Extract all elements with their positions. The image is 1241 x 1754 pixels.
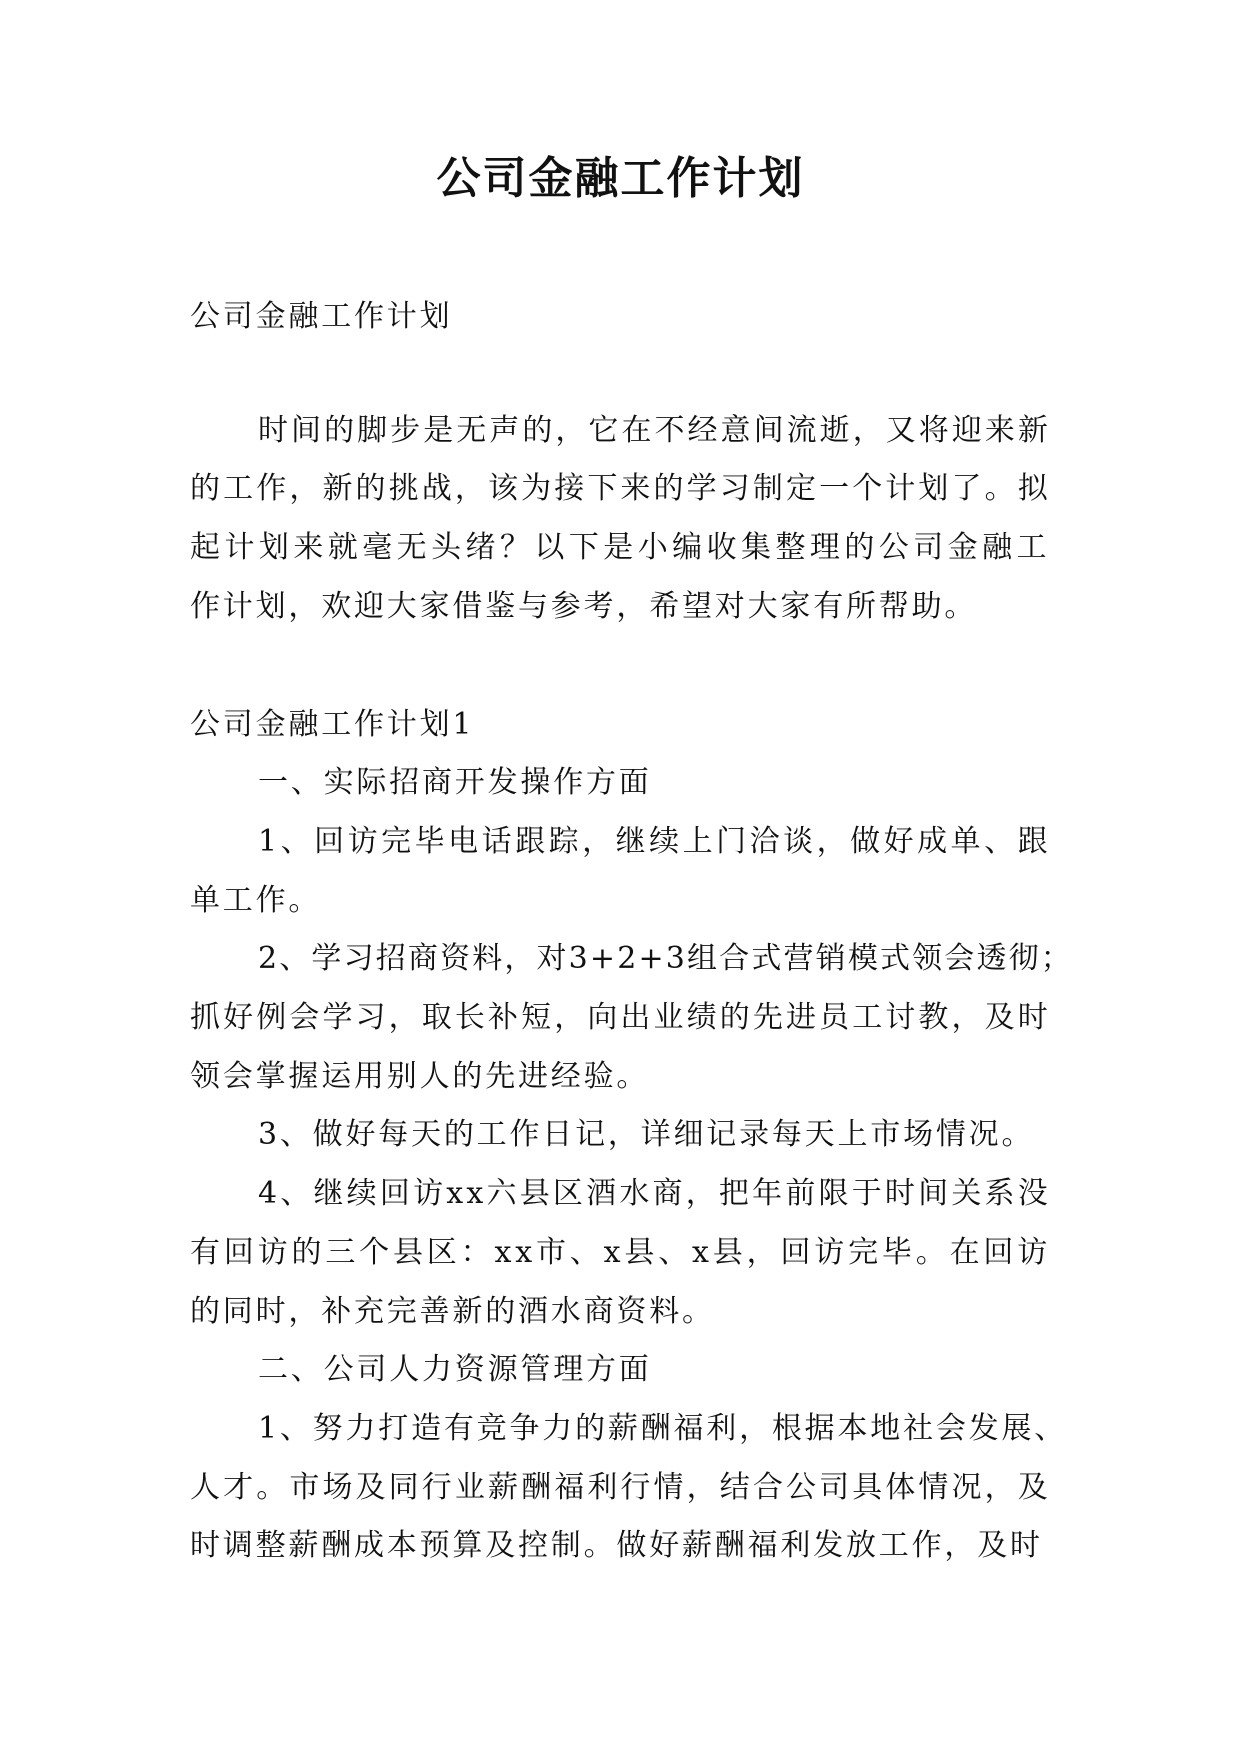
line-text: 二、公司人力资源管理方面 xyxy=(258,1352,652,1388)
paragraph-line xyxy=(190,754,1051,813)
intro-paragraph xyxy=(190,402,1051,637)
section xyxy=(190,696,1073,1576)
paragraph xyxy=(190,1341,1051,1400)
line-text: 2、学习招商资料，对3+2+3组合式营销模式领会透彻； xyxy=(258,941,1073,977)
paragraph-line xyxy=(190,1224,1051,1283)
paragraph-line xyxy=(190,813,1051,872)
line-text: 3、做好每天的工作日记，详细记录每天上市场情况。 xyxy=(258,1117,1035,1153)
paragraph-line xyxy=(190,402,1051,461)
paragraph-line xyxy=(190,519,1051,578)
line-text: 4、继续回访xx六县区酒水商，把年前限于时间关系没 xyxy=(258,1176,1051,1212)
line-text: 公司金融工作计划1 xyxy=(190,706,475,742)
paragraph-line xyxy=(190,460,1051,519)
line-text: 作计划，欢迎大家借鉴与参考，希望对大家有所帮助。 xyxy=(190,588,978,624)
paragraph-line xyxy=(190,1459,1051,1518)
document-body xyxy=(190,288,1073,1576)
line-text: 时间的脚步是无声的，它在不经意间流逝，又将迎来新 xyxy=(258,412,1051,448)
paragraph xyxy=(190,1165,1051,1341)
line-text: 起计划来就毫无头绪？以下是小编收集整理的公司金融工 xyxy=(190,529,1051,565)
paragraph-line xyxy=(190,930,1073,989)
paragraph-line xyxy=(190,1400,1068,1459)
paragraph-line xyxy=(190,1283,1051,1342)
document-title: 公司金融工作计划 xyxy=(436,153,805,204)
paragraph xyxy=(190,813,1051,930)
intro-block xyxy=(190,402,1051,637)
paragraph-line xyxy=(190,1341,1051,1400)
paragraph-line xyxy=(190,1517,1051,1576)
line-text: 时调整薪酬成本预算及控制。做好薪酬福利发放工作，及时 xyxy=(190,1528,1043,1564)
paragraph xyxy=(190,930,1073,1106)
line-text: 的工作，新的挑战，该为接下来的学习制定一个计划了。拟 xyxy=(190,471,1051,507)
paragraph xyxy=(190,1106,1051,1165)
sections xyxy=(190,696,1073,1576)
line-text: 的同时，补充完善新的酒水商资料。 xyxy=(190,1293,715,1329)
paragraph-line xyxy=(190,1048,1051,1107)
paragraph xyxy=(190,754,1051,813)
paragraph xyxy=(190,1400,1068,1576)
paragraph-line xyxy=(190,1106,1051,1165)
line-text: 有回访的三个县区：xx市、x县、x县，回访完毕。在回访 xyxy=(190,1234,1052,1270)
line-text: 一、实际招商开发操作方面 xyxy=(258,765,652,801)
line-text: 抓好例会学习，取长补短，向出业绩的先进员工讨教，及时 xyxy=(190,1000,1051,1036)
line-text: 单工作。 xyxy=(190,882,322,918)
paragraph-line xyxy=(190,872,1051,931)
document-subtitle xyxy=(190,288,1051,347)
line-text: 领会掌握运用别人的先进经验。 xyxy=(190,1058,650,1094)
paragraph-line xyxy=(190,989,1051,1048)
line-text: 人才。市场及同行业薪酬福利行情，结合公司具体情况，及 xyxy=(190,1469,1051,1505)
paragraph-line xyxy=(190,1165,1051,1224)
line-text: 1、回访完毕电话跟踪，继续上门洽谈，做好成单、跟 xyxy=(258,824,1052,859)
subtitle-text: 公司金融工作计划 xyxy=(190,298,453,334)
line-text: 1、努力打造有竞争力的薪酬福利，根据本地社会发展、 xyxy=(258,1410,1068,1446)
section-heading xyxy=(190,696,1051,755)
paragraph-line xyxy=(190,578,1051,637)
